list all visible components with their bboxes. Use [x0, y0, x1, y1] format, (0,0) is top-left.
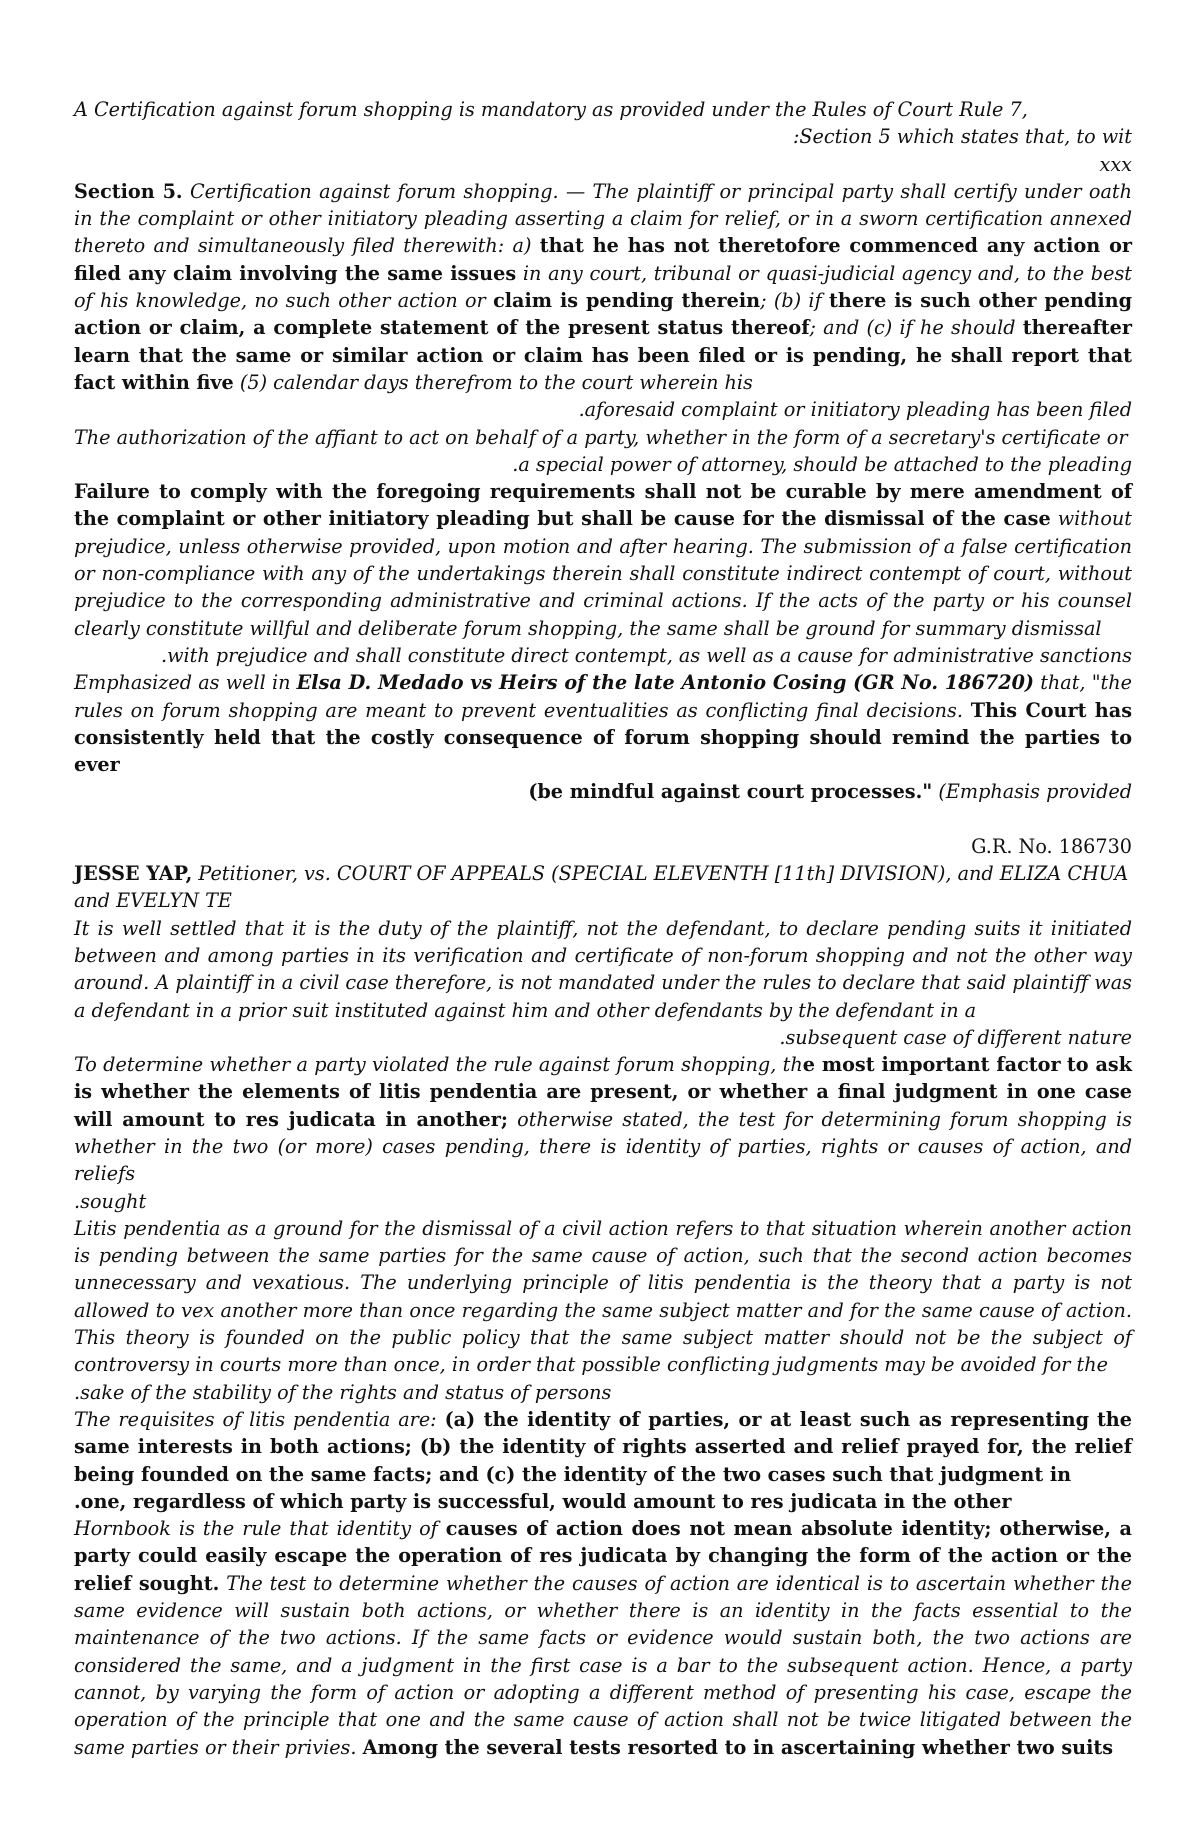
gr-number: G.R. No. 186730: [971, 834, 1132, 858]
section-5-paragraph: Section 5. Certification against forum shopping. — The plaintiff or principal party shall certify under oath in the complaint or other initiatory pleading asserting a claim for relief, or in a sworn certification annexed thereto and simultaneously filed therewith: a) that he has not theretofore commenced any action or filed any claim involving the same issues in any court, tribunal or quasi-judicial agency and, to the best of his knowledge, no such other action or claim is pending therein; (b) if there is such other pending action or claim, a complete statement of the present status thereof; and (c) if he should thereafter learn that the same or similar action or claim has been filed or is pending, he shall report that fact within five (5) calendar days therefrom to the court wherein his: [74, 179, 1133, 394]
intro-line-2: :Section 5 which states that, to wit: [792, 125, 1132, 149]
case-citation-medado: Elsa D. Medado vs Heirs of the late Antonio Cosing (GR No. 186720): [296, 671, 1035, 695]
intro-line-1: A Certification against forum shopping is mandatory as provided under the Rules of Court Rule 7,: [74, 98, 1028, 121]
section-5-heading: Section 5.: [74, 179, 183, 203]
medado-paragraph: Emphasized as well in Elsa D. Medado vs Heirs of the late Antonio Cosing (GR No. 186720) that, "the rules on forum shopping are meant to prevent eventualities as conflicting final decisions. This Court has consistently held that the costly consequence of forum shopping should remind the parties to ever: [74, 671, 1132, 777]
yap-paragraph-4-end: .one, regardless of which party is successful, would amount to res judicata in the other: [74, 1489, 1012, 1513]
authorization-line-1: The authorization of the affiant to act on behalf of a party, whether in the form of a secretary's certificate or: [74, 425, 1128, 449]
medado-end: (be mindful against court processes." (Emphasis provided: [528, 780, 1132, 804]
failure-end: .with prejudice and shall constitute direct contempt, as well as a cause for administrative sanctions: [160, 643, 1132, 667]
yap-paragraph-3: Litis pendentia as a ground for the dismissal of a civil action refers to that situation wherein another action is pending between the same parties for the same cause of action, such that the second action becomes unnecessary and vexatious. The underlying principle of litis pendentia is the theory that a party is not allowed to vex another more than once regarding the same subject matter and for the same cause of action. This theory is founded on the public policy that the same subject matter should not be the subject of controversy in courts more than once, in order that possible conflicting judgments may be avoided for the: [74, 1216, 1132, 1377]
authorization-line-2: .a special power of attorney, should be attached to the pleading: [512, 452, 1132, 476]
yap-paragraph-5: Hornbook is the rule that identity of causes of action does not mean absolute identity; otherwise, a party could easily escape the operation of res judicata by changing the form of the action or the relief sought. The test to determine whether the causes of action are identical is to ascertain whether the same evidence will sustain both actions, or whether there is an identity in the facts essential to the maintenance of the two actions. If the same facts or evidence would sustain both, the two actions are considered the same, and a judgment in the first case is a bar to the subsequent action. Hence, a party cannot, by varying the form of action or adopting a different method of presenting his case, escape the operation of the principle that one and the same cause of action shall not be twice litigated between the same parties or their privies. Among the several tests resorted to in ascertaining whether two suits: [74, 1517, 1132, 1759]
intro-line-3: xxx: [1099, 152, 1132, 176]
section-5-end: .aforesaid complaint or initiatory pleading has been filed: [578, 398, 1132, 422]
yap-paragraph-1: It is well settled that it is the duty of the plaintiff, not the defendant, to declare pending suits it initiated between and among parties in its verification and certificate of non-forum shopping and not the other way around. A plaintiff in a civil case therefore, is not mandated under the rules to declare that said plaintiff was a defendant in a prior suit instituted against him and other defendants by the defendant in a: [74, 916, 1133, 1022]
yap-paragraph-2: To determine whether a party violated the rule against forum shopping, the most important factor to ask is whether the elements of litis pendentia are present, or whether a final judgment in one case will amount to res judicata in another; otherwise stated, the test for determining forum shopping is whether in the two (or more) cases pending, there is identity of parties, rights or causes of action, and reliefs: [74, 1053, 1132, 1186]
spacer: [74, 806, 1132, 833]
failure-paragraph: Failure to comply with the foregoing requirements shall not be curable by mere amendment of the complaint or other initiatory pleading but shall be cause for the dismissal of the case without prejudice, unless otherwise provided, upon motion and after hearing. The submission of a false certification or non-compliance with any of the undertakings therein shall constitute indirect contempt of court, without prejudice to the corresponding administrative and criminal actions. If the acts of the party or his counsel clearly constitute willful and deliberate forum shopping, the same shall be ground for summary dismissal: [74, 480, 1132, 640]
yap-paragraph-2-end: .sought: [74, 1189, 147, 1213]
yap-paragraph-3-end: .sake of the stability of the rights and status of persons: [74, 1380, 612, 1404]
yap-paragraph-4: The requisites of litis pendentia are: (a) the identity of parties, or at least such as representing the same interests in both actions; (b) the identity of rights asserted and relief prayed for, the relief being founded on the same facts; and (c) the identity of the two cases such that judgment in: [74, 1407, 1132, 1486]
case-title-yap: JESSE YAP, Petitioner, vs. COURT OF APPEALS (SPECIAL ELEVENTH [11th] DIVISION), and ELIZA CHUA and EVELYN TE: [74, 862, 1129, 913]
yap-paragraph-1-end: .subsequent case of different nature: [779, 1025, 1132, 1049]
